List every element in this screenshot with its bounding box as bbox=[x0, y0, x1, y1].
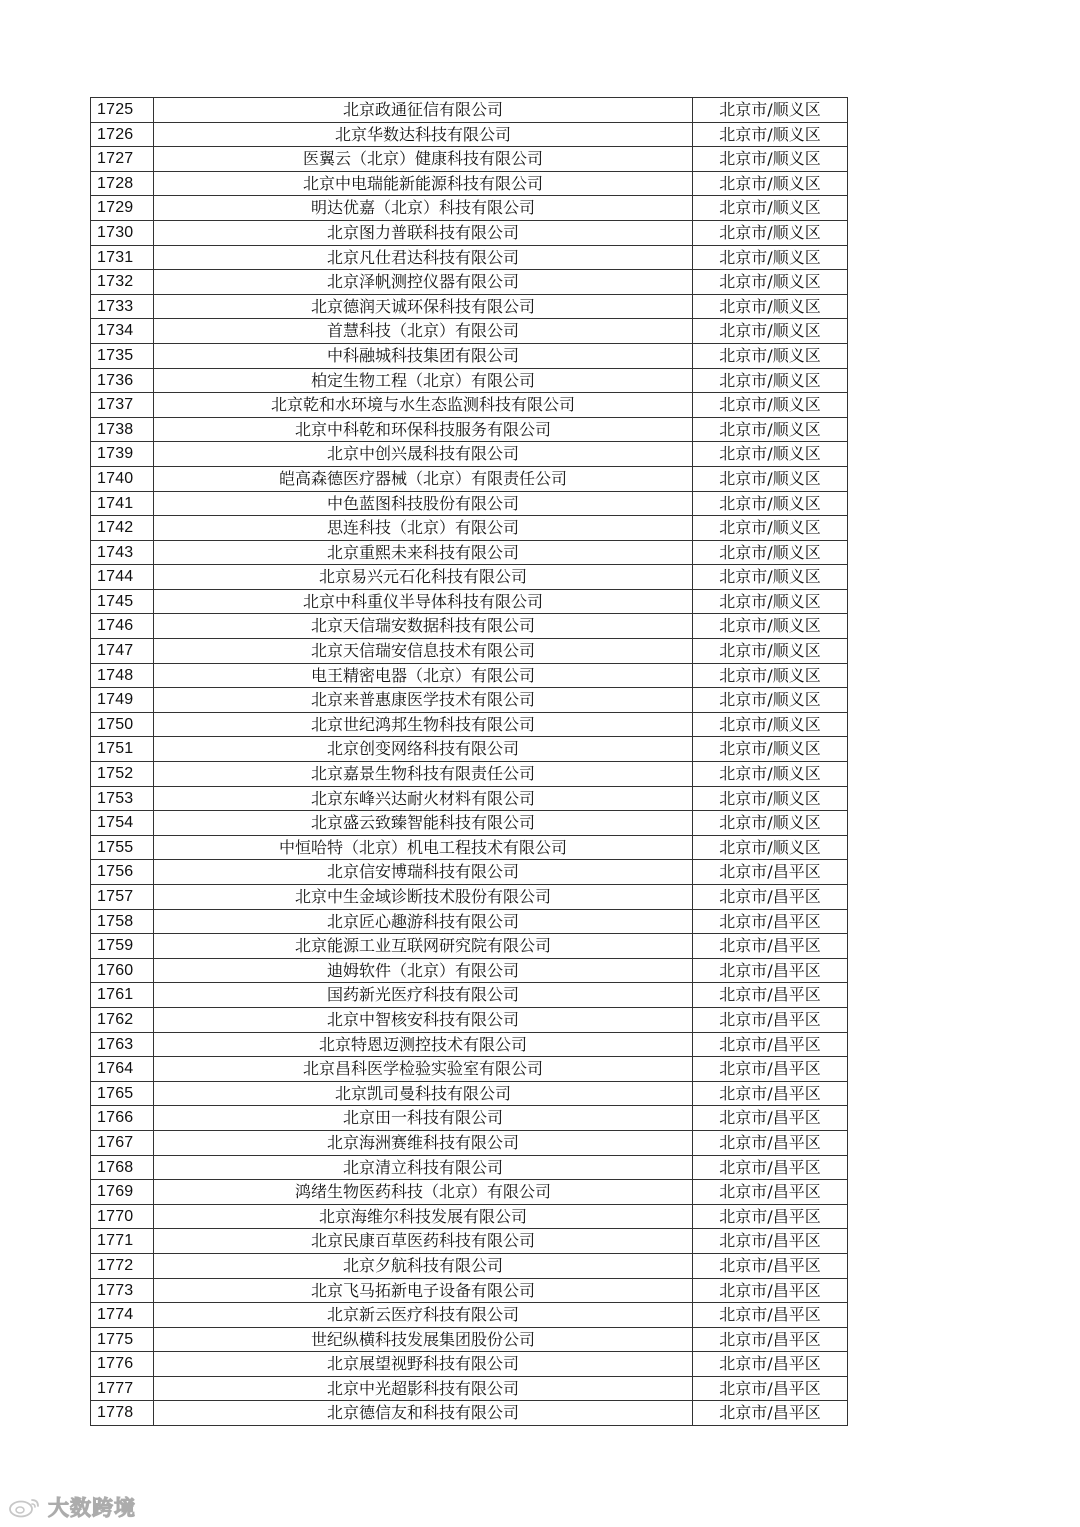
region-cell: 北京市/顺义区 bbox=[693, 811, 848, 836]
table-row bbox=[91, 909, 848, 934]
company-name-cell: 北京民康百草医药科技有限公司 bbox=[154, 1229, 693, 1254]
region-cell: 北京市/顺义区 bbox=[693, 319, 848, 344]
company-name-cell: 北京中生金域诊断技术股份有限公司 bbox=[154, 885, 693, 910]
table-row bbox=[91, 1081, 848, 1106]
region-cell: 北京市/顺义区 bbox=[693, 565, 848, 590]
table-row bbox=[91, 614, 848, 639]
region-cell: 北京市/昌平区 bbox=[693, 958, 848, 983]
row-number-cell: 1757 bbox=[91, 885, 154, 910]
region-cell: 北京市/昌平区 bbox=[693, 1327, 848, 1352]
company-name-cell: 北京华数达科技有限公司 bbox=[154, 122, 693, 147]
region-cell: 北京市/昌平区 bbox=[693, 1180, 848, 1205]
region-cell: 北京市/昌平区 bbox=[693, 909, 848, 934]
company-name-cell: 中色蓝图科技股份有限公司 bbox=[154, 491, 693, 516]
row-number-cell: 1733 bbox=[91, 294, 154, 319]
company-name-cell: 北京昌科医学检验实验室有限公司 bbox=[154, 1057, 693, 1082]
row-number-cell: 1741 bbox=[91, 491, 154, 516]
table-row bbox=[91, 958, 848, 983]
company-name-cell: 北京中科乾和环保科技服务有限公司 bbox=[154, 417, 693, 442]
company-name-cell: 北京中智核安科技有限公司 bbox=[154, 1007, 693, 1032]
table-row bbox=[91, 762, 848, 787]
row-number-cell: 1751 bbox=[91, 737, 154, 762]
company-table bbox=[90, 97, 848, 1426]
table-row bbox=[91, 516, 848, 541]
company-name-cell: 北京泽帆测控仪器有限公司 bbox=[154, 270, 693, 295]
row-number-cell: 1737 bbox=[91, 393, 154, 418]
row-number-cell: 1748 bbox=[91, 663, 154, 688]
company-name-cell: 北京展望视野科技有限公司 bbox=[154, 1352, 693, 1377]
company-name-cell: 首慧科技（北京）有限公司 bbox=[154, 319, 693, 344]
table-row bbox=[91, 835, 848, 860]
region-cell: 北京市/顺义区 bbox=[693, 835, 848, 860]
company-name-cell: 思连科技（北京）有限公司 bbox=[154, 516, 693, 541]
company-name-cell: 北京田一科技有限公司 bbox=[154, 1106, 693, 1131]
company-name-cell: 明达优嘉（北京）科技有限公司 bbox=[154, 196, 693, 221]
row-number-cell: 1764 bbox=[91, 1057, 154, 1082]
row-number-cell: 1762 bbox=[91, 1007, 154, 1032]
region-cell: 北京市/昌平区 bbox=[693, 1106, 848, 1131]
row-number-cell: 1735 bbox=[91, 343, 154, 368]
company-name-cell: 北京政通征信有限公司 bbox=[154, 98, 693, 123]
region-cell: 北京市/顺义区 bbox=[693, 589, 848, 614]
region-cell: 北京市/昌平区 bbox=[693, 1155, 848, 1180]
company-name-cell: 北京信安博瑞科技有限公司 bbox=[154, 860, 693, 885]
company-name-cell: 电王精密电器（北京）有限公司 bbox=[154, 663, 693, 688]
company-name-cell: 北京夕航科技有限公司 bbox=[154, 1253, 693, 1278]
company-name-cell: 中科融城科技集团有限公司 bbox=[154, 343, 693, 368]
company-list bbox=[90, 97, 840, 1426]
region-cell: 北京市/顺义区 bbox=[693, 196, 848, 221]
table-row bbox=[91, 1007, 848, 1032]
company-name-cell: 北京中光超影科技有限公司 bbox=[154, 1376, 693, 1401]
company-name-cell: 北京中电瑞能新能源科技有限公司 bbox=[154, 171, 693, 196]
company-name-cell: 北京来普惠康医学技术有限公司 bbox=[154, 688, 693, 713]
company-name-cell: 北京创变网络科技有限公司 bbox=[154, 737, 693, 762]
table-row bbox=[91, 245, 848, 270]
row-number-cell: 1761 bbox=[91, 983, 154, 1008]
region-cell: 北京市/昌平区 bbox=[693, 1204, 848, 1229]
table-row bbox=[91, 934, 848, 959]
table-row bbox=[91, 1180, 848, 1205]
region-cell: 北京市/顺义区 bbox=[693, 245, 848, 270]
company-name-cell: 北京德信友和科技有限公司 bbox=[154, 1401, 693, 1426]
row-number-cell: 1767 bbox=[91, 1130, 154, 1155]
row-number-cell: 1770 bbox=[91, 1204, 154, 1229]
company-name-cell: 中恒哈特（北京）机电工程技术有限公司 bbox=[154, 835, 693, 860]
table-row bbox=[91, 786, 848, 811]
table-row bbox=[91, 1327, 848, 1352]
row-number-cell: 1771 bbox=[91, 1229, 154, 1254]
company-name-cell: 北京乾和水环境与水生态监测科技有限公司 bbox=[154, 393, 693, 418]
region-cell: 北京市/昌平区 bbox=[693, 1352, 848, 1377]
table-row bbox=[91, 1401, 848, 1426]
table-row bbox=[91, 368, 848, 393]
table-row bbox=[91, 1352, 848, 1377]
table-row bbox=[91, 860, 848, 885]
region-cell: 北京市/顺义区 bbox=[693, 98, 848, 123]
row-number-cell: 1730 bbox=[91, 220, 154, 245]
region-cell: 北京市/昌平区 bbox=[693, 885, 848, 910]
region-cell: 北京市/昌平区 bbox=[693, 934, 848, 959]
row-number-cell: 1769 bbox=[91, 1180, 154, 1205]
company-name-cell: 北京天信瑞安数据科技有限公司 bbox=[154, 614, 693, 639]
company-name-cell: 北京德润天诚环保科技有限公司 bbox=[154, 294, 693, 319]
row-number-cell: 1749 bbox=[91, 688, 154, 713]
table-row bbox=[91, 171, 848, 196]
company-name-cell: 柏定生物工程（北京）有限公司 bbox=[154, 368, 693, 393]
row-number-cell: 1750 bbox=[91, 712, 154, 737]
company-name-cell: 国药新光医疗科技有限公司 bbox=[154, 983, 693, 1008]
region-cell: 北京市/昌平区 bbox=[693, 1057, 848, 1082]
table-row bbox=[91, 491, 848, 516]
table-row bbox=[91, 737, 848, 762]
row-number-cell: 1731 bbox=[91, 245, 154, 270]
company-name-cell: 北京凡仕君达科技有限公司 bbox=[154, 245, 693, 270]
region-cell: 北京市/昌平区 bbox=[693, 1229, 848, 1254]
table-row bbox=[91, 712, 848, 737]
row-number-cell: 1740 bbox=[91, 466, 154, 491]
row-number-cell: 1746 bbox=[91, 614, 154, 639]
region-cell: 北京市/顺义区 bbox=[693, 343, 848, 368]
row-number-cell: 1756 bbox=[91, 860, 154, 885]
row-number-cell: 1765 bbox=[91, 1081, 154, 1106]
region-cell: 北京市/顺义区 bbox=[693, 762, 848, 787]
company-name-cell: 北京东峰兴达耐火材料有限公司 bbox=[154, 786, 693, 811]
row-number-cell: 1759 bbox=[91, 934, 154, 959]
row-number-cell: 1732 bbox=[91, 270, 154, 295]
table-row bbox=[91, 294, 848, 319]
weibo-logo-icon bbox=[8, 1496, 42, 1518]
table-row bbox=[91, 663, 848, 688]
table-row bbox=[91, 466, 848, 491]
company-name-cell: 北京清立科技有限公司 bbox=[154, 1155, 693, 1180]
region-cell: 北京市/顺义区 bbox=[693, 663, 848, 688]
company-name-cell: 北京匠心趣游科技有限公司 bbox=[154, 909, 693, 934]
row-number-cell: 1738 bbox=[91, 417, 154, 442]
row-number-cell: 1734 bbox=[91, 319, 154, 344]
row-number-cell: 1736 bbox=[91, 368, 154, 393]
region-cell: 北京市/昌平区 bbox=[693, 1032, 848, 1057]
company-name-cell: 北京海洲赛维科技有限公司 bbox=[154, 1130, 693, 1155]
table-row bbox=[91, 1106, 848, 1131]
region-cell: 北京市/昌平区 bbox=[693, 983, 848, 1008]
row-number-cell: 1777 bbox=[91, 1376, 154, 1401]
table-row bbox=[91, 1253, 848, 1278]
row-number-cell: 1747 bbox=[91, 639, 154, 664]
watermark-text: 大数跨境 bbox=[48, 1496, 136, 1520]
company-name-cell: 北京能源工业互联网研究院有限公司 bbox=[154, 934, 693, 959]
row-number-cell: 1774 bbox=[91, 1303, 154, 1328]
row-number-cell: 1728 bbox=[91, 171, 154, 196]
company-name-cell: 北京凯司曼科技有限公司 bbox=[154, 1081, 693, 1106]
region-cell: 北京市/顺义区 bbox=[693, 147, 848, 172]
row-number-cell: 1726 bbox=[91, 122, 154, 147]
region-cell: 北京市/顺义区 bbox=[693, 122, 848, 147]
table-row bbox=[91, 1204, 848, 1229]
company-name-cell: 世纪纵横科技发展集团股份公司 bbox=[154, 1327, 693, 1352]
table-row bbox=[91, 1303, 848, 1328]
region-cell: 北京市/顺义区 bbox=[693, 270, 848, 295]
row-number-cell: 1763 bbox=[91, 1032, 154, 1057]
table-row bbox=[91, 540, 848, 565]
company-name-cell: 北京重熙未来科技有限公司 bbox=[154, 540, 693, 565]
region-cell: 北京市/顺义区 bbox=[693, 614, 848, 639]
company-name-cell: 北京世纪鸿邦生物科技有限公司 bbox=[154, 712, 693, 737]
row-number-cell: 1754 bbox=[91, 811, 154, 836]
company-name-cell: 北京飞马拓新电子设备有限公司 bbox=[154, 1278, 693, 1303]
region-cell: 北京市/顺义区 bbox=[693, 220, 848, 245]
table-row bbox=[91, 270, 848, 295]
table-row bbox=[91, 639, 848, 664]
region-cell: 北京市/昌平区 bbox=[693, 1376, 848, 1401]
table-row bbox=[91, 122, 848, 147]
row-number-cell: 1778 bbox=[91, 1401, 154, 1426]
table-row bbox=[91, 417, 848, 442]
region-cell: 北京市/顺义区 bbox=[693, 639, 848, 664]
row-number-cell: 1743 bbox=[91, 540, 154, 565]
company-name-cell: 北京图力普联科技有限公司 bbox=[154, 220, 693, 245]
row-number-cell: 1725 bbox=[91, 98, 154, 123]
table-row bbox=[91, 688, 848, 713]
row-number-cell: 1729 bbox=[91, 196, 154, 221]
row-number-cell: 1760 bbox=[91, 958, 154, 983]
table-row bbox=[91, 147, 848, 172]
row-number-cell: 1744 bbox=[91, 565, 154, 590]
table-row bbox=[91, 811, 848, 836]
row-number-cell: 1752 bbox=[91, 762, 154, 787]
row-number-cell: 1768 bbox=[91, 1155, 154, 1180]
row-number-cell: 1753 bbox=[91, 786, 154, 811]
company-name-cell: 北京海维尔科技发展有限公司 bbox=[154, 1204, 693, 1229]
table-row bbox=[91, 983, 848, 1008]
row-number-cell: 1776 bbox=[91, 1352, 154, 1377]
table-row bbox=[91, 442, 848, 467]
company-name-cell: 北京嘉景生物科技有限责任公司 bbox=[154, 762, 693, 787]
table-row bbox=[91, 1057, 848, 1082]
table-row bbox=[91, 1278, 848, 1303]
region-cell: 北京市/顺义区 bbox=[693, 442, 848, 467]
region-cell: 北京市/顺义区 bbox=[693, 516, 848, 541]
region-cell: 北京市/昌平区 bbox=[693, 1253, 848, 1278]
region-cell: 北京市/顺义区 bbox=[693, 491, 848, 516]
table-row bbox=[91, 1376, 848, 1401]
row-number-cell: 1758 bbox=[91, 909, 154, 934]
company-name-cell: 北京盛云致臻智能科技有限公司 bbox=[154, 811, 693, 836]
company-name-cell: 鸿绪生物医药科技（北京）有限公司 bbox=[154, 1180, 693, 1205]
region-cell: 北京市/顺义区 bbox=[693, 294, 848, 319]
region-cell: 北京市/顺义区 bbox=[693, 540, 848, 565]
row-number-cell: 1772 bbox=[91, 1253, 154, 1278]
region-cell: 北京市/昌平区 bbox=[693, 1401, 848, 1426]
company-name-cell: 皑高森德医疗器械（北京）有限责任公司 bbox=[154, 466, 693, 491]
region-cell: 北京市/昌平区 bbox=[693, 1081, 848, 1106]
row-number-cell: 1727 bbox=[91, 147, 154, 172]
row-number-cell: 1773 bbox=[91, 1278, 154, 1303]
company-name-cell: 北京中创兴晟科技有限公司 bbox=[154, 442, 693, 467]
table-row bbox=[91, 1130, 848, 1155]
region-cell: 北京市/顺义区 bbox=[693, 737, 848, 762]
region-cell: 北京市/顺义区 bbox=[693, 466, 848, 491]
company-name-cell: 北京天信瑞安信息技术有限公司 bbox=[154, 639, 693, 664]
row-number-cell: 1739 bbox=[91, 442, 154, 467]
region-cell: 北京市/昌平区 bbox=[693, 1130, 848, 1155]
region-cell: 北京市/昌平区 bbox=[693, 1278, 848, 1303]
company-name-cell: 迪姆软件（北京）有限公司 bbox=[154, 958, 693, 983]
region-cell: 北京市/顺义区 bbox=[693, 171, 848, 196]
row-number-cell: 1775 bbox=[91, 1327, 154, 1352]
table-row bbox=[91, 98, 848, 123]
row-number-cell: 1742 bbox=[91, 516, 154, 541]
region-cell: 北京市/顺义区 bbox=[693, 688, 848, 713]
region-cell: 北京市/顺义区 bbox=[693, 712, 848, 737]
company-name-cell: 北京中科重仪半导体科技有限公司 bbox=[154, 589, 693, 614]
region-cell: 北京市/顺义区 bbox=[693, 417, 848, 442]
company-name-cell: 医翼云（北京）健康科技有限公司 bbox=[154, 147, 693, 172]
region-cell: 北京市/昌平区 bbox=[693, 1007, 848, 1032]
table-row bbox=[91, 1229, 848, 1254]
table-row bbox=[91, 343, 848, 368]
table-row bbox=[91, 1155, 848, 1180]
table-row bbox=[91, 1032, 848, 1057]
table-row bbox=[91, 885, 848, 910]
company-name-cell: 北京易兴元石化科技有限公司 bbox=[154, 565, 693, 590]
region-cell: 北京市/顺义区 bbox=[693, 368, 848, 393]
table-row bbox=[91, 196, 848, 221]
row-number-cell: 1766 bbox=[91, 1106, 154, 1131]
company-name-cell: 北京新云医疗科技有限公司 bbox=[154, 1303, 693, 1328]
table-row bbox=[91, 220, 848, 245]
table-body bbox=[91, 98, 848, 1426]
region-cell: 北京市/顺义区 bbox=[693, 393, 848, 418]
company-name-cell: 北京特恩迈测控技术有限公司 bbox=[154, 1032, 693, 1057]
region-cell: 北京市/昌平区 bbox=[693, 860, 848, 885]
region-cell: 北京市/顺义区 bbox=[693, 786, 848, 811]
table-row bbox=[91, 319, 848, 344]
row-number-cell: 1755 bbox=[91, 835, 154, 860]
row-number-cell: 1745 bbox=[91, 589, 154, 614]
watermark bbox=[8, 1492, 136, 1522]
table-row bbox=[91, 393, 848, 418]
table-row bbox=[91, 589, 848, 614]
region-cell: 北京市/昌平区 bbox=[693, 1303, 848, 1328]
table-row bbox=[91, 565, 848, 590]
